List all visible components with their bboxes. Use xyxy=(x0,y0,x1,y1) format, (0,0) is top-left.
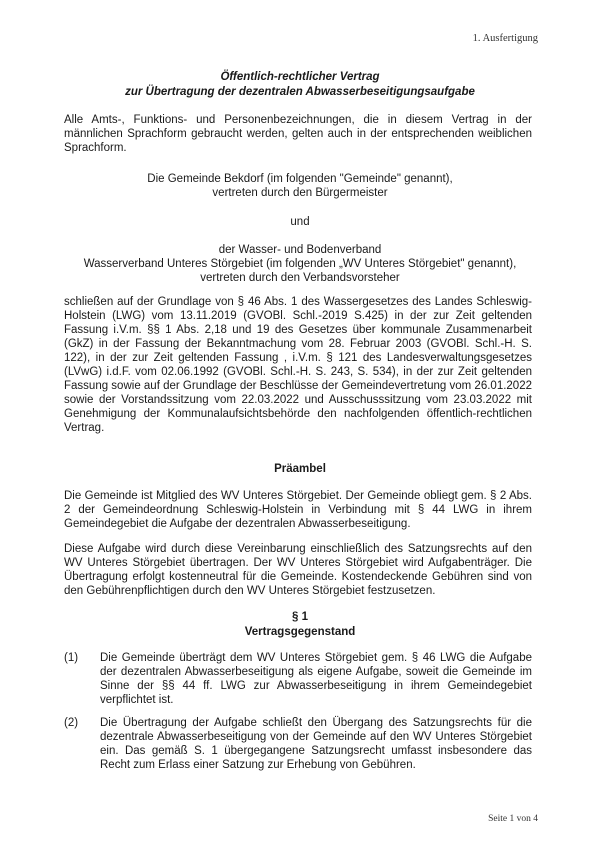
page-number: Seite 1 von 4 xyxy=(488,814,538,824)
item-text: Die Gemeinde überträgt dem WV Unteres Störgebiet gem. § 46 LWG die Aufgabe der dezentralen Abwasserbeseitigung als eigene Aufgabe, soweit die Gemeinde im Sinne der §§ 44 ff. LWG zur Abwasserbeseitigung in ihrem Gemeindegebiet verpflichtet ist. xyxy=(100,652,532,706)
party2-line3: vertreten durch den Verbandsvorsteher xyxy=(200,272,400,284)
item-number: (1) xyxy=(64,652,79,664)
contract-title xyxy=(0,70,600,100)
gender-note: Alle Amts-, Funktions- und Personenbezeichnungen, die in diesem Vertrag in der männlichen Sprachform gebraucht werden, gelten auch in der entsprechenden weiblichen Sprachform. xyxy=(64,114,532,154)
item-number: (2) xyxy=(64,717,79,729)
section-heading: Vertragsgegenstand xyxy=(244,626,356,638)
preamble-heading: Präambel xyxy=(274,463,326,475)
legal-basis-paragraph: schließen auf der Grundlage von § 46 Abs. 1 des Wassergesetzes des Landes Schleswig-Holstein (LWG) vom 13.11.2019 (GVOBl. Schl.-2019 S.425) in der zur Zeit geltenden Fassung i.V.m. §§ 1 Abs. 2,18 und 19 des Gesetzes über kommunale Zusammenarbeit (GkZ) in der Fassung der Bekanntmachung vom 28. Februar 2003 (GVOBl. Schl.-H. S. 122), in der zur Zeit geltenden Fassung , i.V.m. § 121 des Landesverwaltungsgesetzes (LVwG) i.d.F. vom 02.06.1992 (GVOBl. Schl.-H. S. 243, S. 534), in der zur Zeit geltenden Fassung sowie auf der Grundlage der Beschlüsse der Gemeindevertretung vom 26.01.2022 sowie der Vorstandssitzung vom 22.03.2022 und Ausschusssitzung vom 23.03.2022 mit Genehmigung der Kommunalaufsichtsbehörde den nachfolgenden öffentlich-rechtlichen Vertrag. xyxy=(64,296,532,434)
copy-note: 1. Ausfertigung xyxy=(472,33,538,44)
item-text: Die Übertragung der Aufgabe schließt den Übergang des Satzungsrechts für die dezentrale Abwasserbeseitigung von der Gemeinde auf den WV Unteres Störgebiet ein. Das gemäß S. 1 übergegangene Satzungsrecht umfasst insbesondere das Recht zum Erlass einer Satzung zur Erhebung von Gebühren. xyxy=(100,717,532,771)
section-number: § 1 xyxy=(292,611,308,623)
preamble-paragraph-2: Diese Aufgabe wird durch diese Vereinbarung einschließlich des Satzungsrechts auf den WV Unteres Störgebiet übertragen. Der WV Unteres Störgebiet wird Aufgabenträger. Die Übertragung erfolgt kostenneutral für die Gemeinde. Kostendeckende Gebühren sind von den Gebührenpflichtigen durch den WV Unteres Störgebiet festzusetzen. xyxy=(64,543,532,597)
and-text: und xyxy=(290,216,310,228)
title-line-1: Öffentlich-rechtlicher Vertrag xyxy=(220,71,380,83)
party2-line2: Wasserverband Unteres Störgebiet (im folgenden „WV Unteres Störgebiet" genannt), xyxy=(83,258,517,270)
party2-line1: der Wasser- und Bodenverband xyxy=(218,244,382,256)
party1-line2: vertreten durch den Bürgermeister xyxy=(212,187,388,199)
preamble-paragraph-1: Die Gemeinde ist Mitglied des WV Unteres Störgebiet. Der Gemeinde obliegt gem. § 2 Abs. 2 der Gemeindeordnung Schleswig-Holstein in Verbindung mit § 44 LWG in ihrem Gemeindegebiet die Aufgabe der dezentralen Abwasserbeseitigung. xyxy=(64,490,532,530)
party1-line1: Die Gemeinde Bekdorf (im folgenden "Gemeinde" genannt), xyxy=(147,173,453,185)
title-line-2: zur Übertragung der dezentralen Abwasserbeseitigungsaufgabe xyxy=(125,86,475,98)
